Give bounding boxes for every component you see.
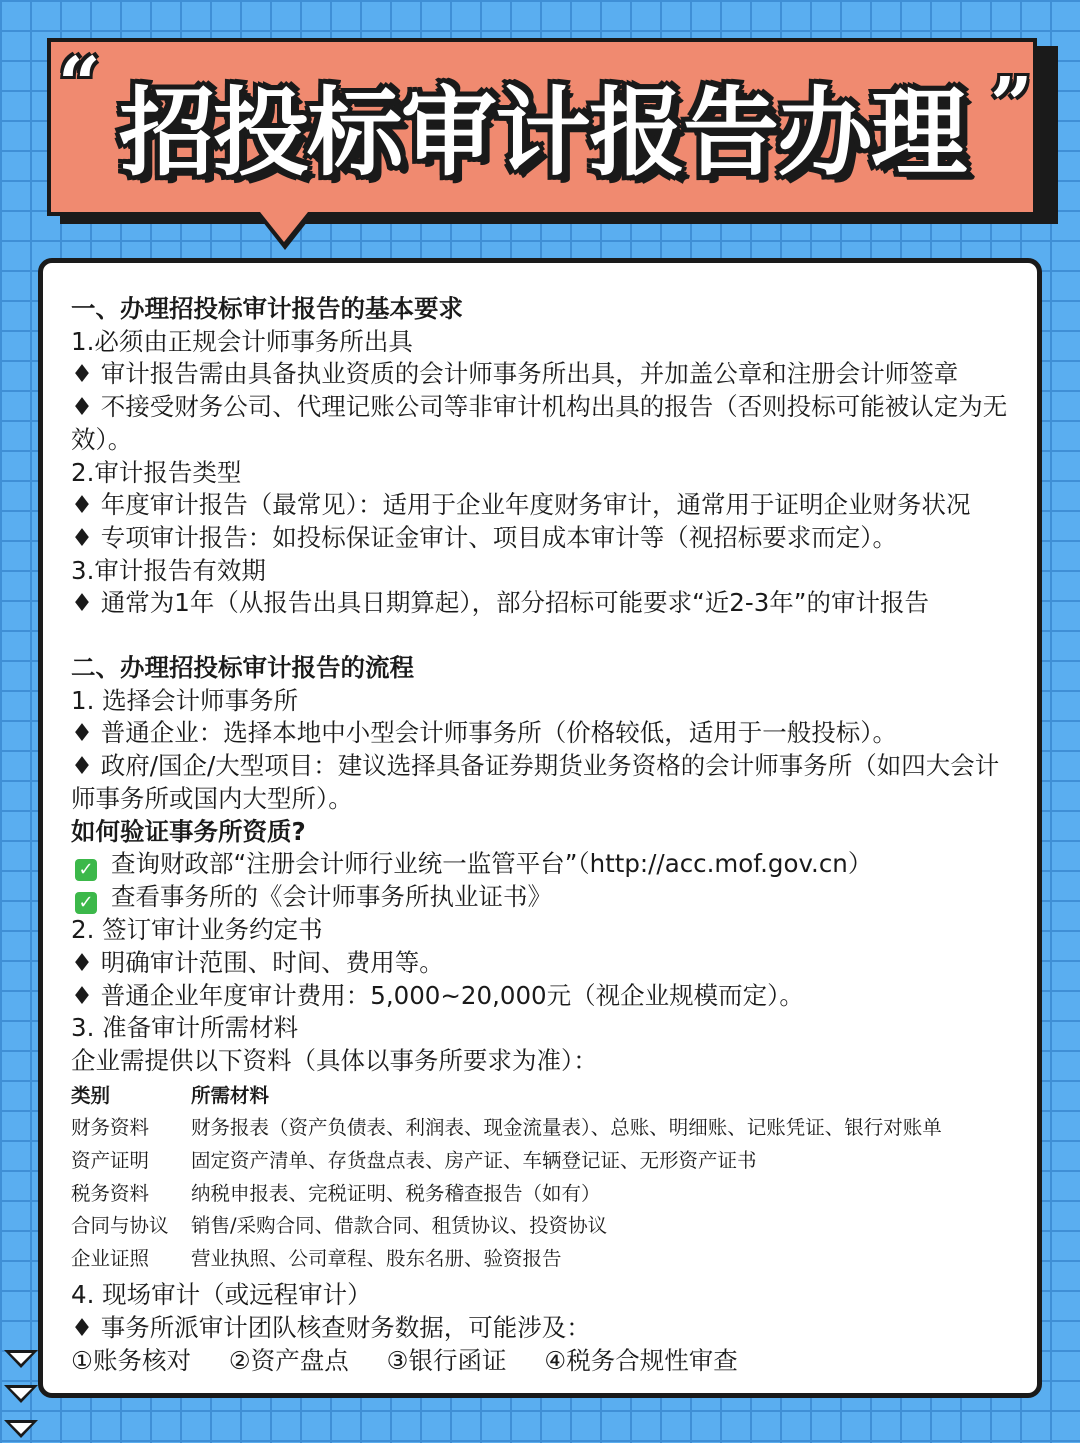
table-header-materials: 所需材料 (191, 1083, 270, 1107)
section1-item: 3.审计报告有效期 (71, 555, 266, 585)
table-row (71, 1112, 942, 1145)
section2-heading: 二、办理招投标审计报告的流程 (71, 653, 414, 683)
step4-item: ♦ 事务所派审计团队核查财务数据，可能涉及： (71, 1313, 591, 1343)
table-cell-materials: 纳税申报表、完税证明、税务稽查报告（如有） (191, 1181, 601, 1205)
section1-item: ♦ 不接受财务公司、代理记账公司等非审计机构出具的报告（否则投标可能被认定为无效）。 (71, 392, 1008, 454)
table-cell-category: 财务资料 (71, 1116, 150, 1140)
close-quote: ” (990, 62, 1033, 148)
section1-item: ♦ 通常为1年（从报告出具日期算起），部分招标可能要求“近2-3年”的审计报告 (71, 588, 929, 618)
content-card (38, 258, 1042, 1398)
step1-title: 1. 选择会计师事务所 (71, 685, 299, 715)
step3-title: 3. 准备审计所需材料 (71, 1013, 299, 1043)
check-icon: ✓ (75, 859, 97, 881)
step4-list-item: ①账务核对 (71, 1345, 191, 1375)
check-icon: ✓ (75, 892, 97, 914)
section1-item: ♦ 专项审计报告：如投标保证金审计、项目成本审计等（视招标要求而定）。 (71, 522, 897, 552)
chevron-down-icon (4, 1420, 38, 1438)
table-header-row (71, 1080, 942, 1113)
table-cell-materials: 财务报表（资产负债表、利润表、现金流量表）、总账、明细账、记账凭证、银行对账单 (191, 1116, 942, 1140)
step3-intro: 企业需提供以下资料（具体以事务所要求为准）： (71, 1046, 598, 1076)
step2-item: ♦ 普通企业年度审计费用：5,000~20,000元（视企业规模而定）。 (71, 980, 804, 1010)
table-cell-category: 资产证明 (71, 1148, 150, 1172)
step1-item: ♦ 政府/国企/大型项目：建议选择具备证券期货业务资格的会计师事务所（如四大会计师事务所或国内大型所）。 (71, 751, 1000, 813)
open-quote: “ (58, 42, 101, 128)
step4-list (71, 1345, 1009, 1378)
verify-text: 查看事务所的《会计师事务所执业证书》 (111, 882, 552, 912)
table-row (71, 1243, 942, 1276)
section1-item: ♦ 审计报告需由具备执业资质的会计师事务所出具，并加盖公章和注册会计师签章 (71, 359, 959, 389)
chevron-down-icon (4, 1350, 38, 1368)
step4-list-item: ②资产盘点 (228, 1345, 349, 1375)
section1-item: ♦ 年度审计报告（最常见）：适用于企业年度财务审计，通常用于证明企业财务状况 (71, 490, 971, 520)
step4-title: 4. 现场审计（或远程审计） (71, 1280, 372, 1310)
verify-text: 查询财政部“注册会计师行业统一监管平台”（http://acc.mof.gov.cn） (111, 849, 873, 879)
title-banner (47, 38, 1037, 216)
table-header-category: 类别 (71, 1083, 111, 1107)
table-cell-materials: 销售/采购合同、借款合同、租赁协议、投资协议 (191, 1214, 608, 1238)
table-cell-category: 合同与协议 (71, 1214, 169, 1238)
table-cell-category: 税务资料 (71, 1181, 150, 1205)
section1-item: 1.必须由正规会计师事务所出具 (71, 326, 413, 356)
section-gap (71, 620, 1009, 652)
materials-table (71, 1080, 942, 1276)
banner-tail-fill (260, 212, 308, 242)
table-row (71, 1145, 942, 1178)
verify-item (71, 848, 1009, 881)
page-title: 招投标审计报告办理 (119, 76, 965, 189)
step1-item: ♦ 普通企业：选择本地中小型会计师事务所（价格较低，适用于一般投标）。 (71, 718, 897, 748)
table-row (71, 1210, 942, 1243)
table-cell-materials: 固定资产清单、存货盘点表、房产证、车辆登记证、无形资产证书 (191, 1148, 757, 1172)
step4-list-item: ③银行函证 (386, 1345, 507, 1375)
step2-item: ♦ 明确审计范围、时间、费用等。 (71, 947, 444, 977)
table-row (71, 1178, 942, 1211)
verify-heading: 如何验证事务所资质? (71, 816, 306, 846)
verify-item (71, 881, 1009, 914)
step2-title: 2. 签订审计业务约定书 (71, 915, 323, 945)
table-cell-category: 企业证照 (71, 1246, 150, 1270)
table-cell-materials: 营业执照、公司章程、股东名册、验资报告 (191, 1246, 562, 1270)
section1-heading: 一、办理招投标审计报告的基本要求 (71, 294, 463, 323)
step4-list-item: ④税务合规性审查 (544, 1345, 738, 1375)
section1-item: 2.审计报告类型 (71, 457, 242, 487)
chevron-down-icon (4, 1385, 38, 1403)
